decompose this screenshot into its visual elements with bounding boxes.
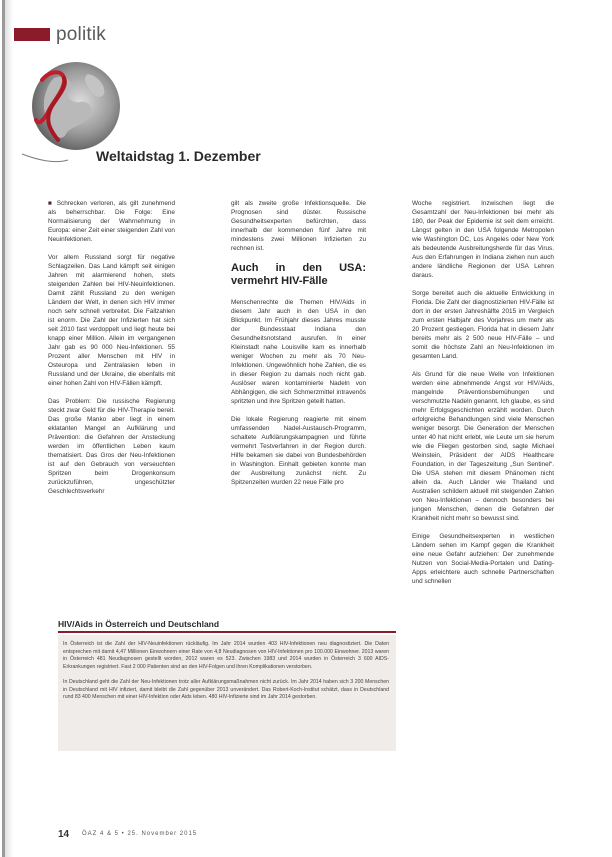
issue-line: ÖAZ 4 & 5 • 25. November 2015 [82,831,198,837]
page-shadow [5,0,13,857]
paragraph-text: Schrecken verloren, als gilt zunehmend als beherrschbar. Die Folge: Eine Normalisierung der Wahrnehmung in Europa: einer Zeit einer steigenden Zahl von Neuinfektionen. [48,200,175,243]
paragraph: Als Grund für die neue Welle von Infektionen werden eine abnehmende Angst vor HIV/Aids, mangelnde Präventionsbemühungen und verschmutzte Nadeln genannt. Ich glaube, es sind mehr Erfolgsgeschichten erzählt worden. Durch erfolgreiche Behandlungen sind viele Menschen weniger besorgt. Die Generation der Menschen unter 40 hat nicht erlebt, wie Leute um sie herum wie die Fliegen gestorben sind, sagte Michael Weinstein, Präsident der AIDS Healthcare Foundation, in der Tageszeitung „Sun Sentinel“. Die USA stehen mit diesem Phänomen nicht allein da. Auch Länder wie Thailand und Australien schildern aktuell mit steigenden Zahlen von Neu-Infektionen – dennoch besonders bei jungen Menschen, denen die Gefahren der Krankheit nicht mehr so bewusst sind. [412,371,554,522]
section-name: politik [56,24,106,45]
section-marker [14,28,50,41]
paragraph: Sorge bereitet auch die aktuelle Entwicklung in Florida. Die Zahl der diagnostizierten HIV-Fälle ist dort in der ersten Jahreshälfte 2015 im Vergleich zum ersten Halbjahr des Vorjahres um mehr als 20 Prozent gestiegen. Florida hat in diesem Jahr bereits mehr als 2 500 neue HIV-Fälle – und somit die höchste Zahl an Neu-Infektionen im gesamten Land. [412,290,554,360]
infobox-text [63,641,389,710]
infobox-paragraph: In Deutschland geht die Zahl der Neu-Infektionen trotz aller Aufklärungsmaßnahmen nicht zurück. Im Jahr 2014 haben sich 3 200 Menschen in Deutschland mit HIV infiziert, damit bleibt die Zahl gegenüber 2013 unverändert. Das Robert-Koch-Institut schätzt, dass in Deutschland rund 83 400 Menschen mit einer HIV-Infektion oder Aids leben. 480 HIV-Infizierte sind im Jahr 2014 gestorben. [63,679,389,700]
article-column-2 [231,199,366,496]
page-number: 14 [58,829,70,840]
paragraph: Woche registriert. Inzwischen liegt die Gesamtzahl der Neu-Infektionen bei mehr als 180, der Peak der Epidemie ist seit dem erreicht. Längst gelten in den USA folgende Metropolen wie Washington DC, Los Angeles oder New York als bedeutende Ausbreitungsherde für das Virus. Aus den Erfahrungen in Indiana ziehen nun auch andere ländliche Regionen der USA Lehren daraus. [412,200,554,279]
paragraph: Einige Gesundheitsexperten in westlichen Ländern sehen im Kampf gegen die Krankheit eine neue Gefahr aufziehen: Der zunehmende Nutzen von Social-Media-Portalen und Dating-Apps erleichtere auch schnelle Partnerschaften und schnellen [412,533,554,585]
article-column-1 [48,199,175,505]
infobox-paragraph: In Österreich ist die Zahl der HIV-Neuinfektionen rückläufig. Im Jahr 2014 wurden 403 HIV-Infektionen neu diagnostiziert. Die Daten entsprechen mit damit 4,47 Millionen Einwohnern einer Rate von 4,8 Neudiagnosen von HIV-Infektionen pro 100.000 Einwohner. 2013 waren in Österreich 481 Neudiagnosen gestellt worden, 2012 waren es 523. Zwischen 1983 und 2014 wurden in Österreich 3 600 AIDS-Erkrankungen registriert. Fast 2 000 Patienten sind an den HIV-Folgen und ihren Komplikationen verstorben. [63,641,389,670]
paragraph [48,199,175,244]
infobox [58,635,396,751]
article-title: Weltaidstag 1. Dezember [96,148,261,164]
infobox-rule [58,631,396,633]
paragraph-marker: ■ [48,200,57,207]
paragraph: Die lokale Regierung reagierte mit einem umfassenden Nadel-Austausch-Programm, schaltete Aufklärungskampagnen und führte vermehrt Testverfahren in der Region durch. Hilfe bekamen sie dabei von Bundesbehörden in Washington. Einhalt gebieten konnte man der Ausbreitung zunächst nicht. Zu Spitzenzeiten wurden 22 neue Fälle pro [231,416,366,486]
paragraph: Das Problem: Die russische Regierung steckt zwar Geld für die HIV-Therapie bereit. Das große Manko aber liegt in einem eklatanten Mangel an Aufklärung und Prävention: die Gefahren der Ansteckung werden im öffentlichen Leben kaum thematisiert. Das Gros der Neu-Infektionen ist auf den Gebrauch von verseuchten Spritzen beim Drogenkonsum zurückzuführen, ungeschützter Geschlechtsverkehr [48,398,175,495]
subheading: Auch in den USA: vermehrt HIV-Fälle [231,262,366,287]
article-column-3 [412,199,554,595]
paragraph: Menschenrechte die Themen HIV/Aids in diesem Jahr auch in den USA in den Blickpunkt. Im Frühjahr dieses Jahres musste der Bundesstaat Indiana den Gesundheitsnotstand ausrufen. In einer Kleinstadt nahe Louisville kam es innerhalb weniger Wochen zu mehr als 70 Neu-Infektionen. Ungewöhnlich hohe Zahlen, die es in dieser Region zu damals noch nicht gab. Auslöser waren kontaminierte Nadeln von Abhängigen, die sich Schmerzmittel intravenös spritzten und ihre Spritzen geteilt hatten. [231,299,366,405]
infobox-title: HIV/Aids in Österreich und Deutschland [58,619,220,629]
paragraph: Vor allem Russland sorgt für negative Schlagzeilen. Das Land kämpft seit einigen Jahren mit alarmierend hohen, stets steigenden Zahlen bei HIV-Neuinfektionen. Damit zählt Russland zu den wenigen Ländern der Welt, in denen sich HIV immer noch sehr schnell verbreitet. Die Fallzahlen ist enorm. Die Zahl der Infizierten hat sich seit 2010 fast verdoppelt und liegt heute bei knapp einer Million. Allein im vergangenen Jahr gab es 90 000 Neu-Infektionen. 55 Prozent aller Menschen mit HIV in Osteuropa und Zentralasien leben in Russland und der Ukraine, die ebenfalls mit einer hohen Zahl von HIV-Fällen kämpft. [48,254,175,387]
paragraph: gilt als zweite große Infektionsquelle. Die Prognosen sind düster. Russische Gesundheitsexperten befürchten, dass innerhalb der kommenden fünf Jahre mit mindestens zwei Millionen Infizierten zu rechnen ist. [231,200,366,252]
